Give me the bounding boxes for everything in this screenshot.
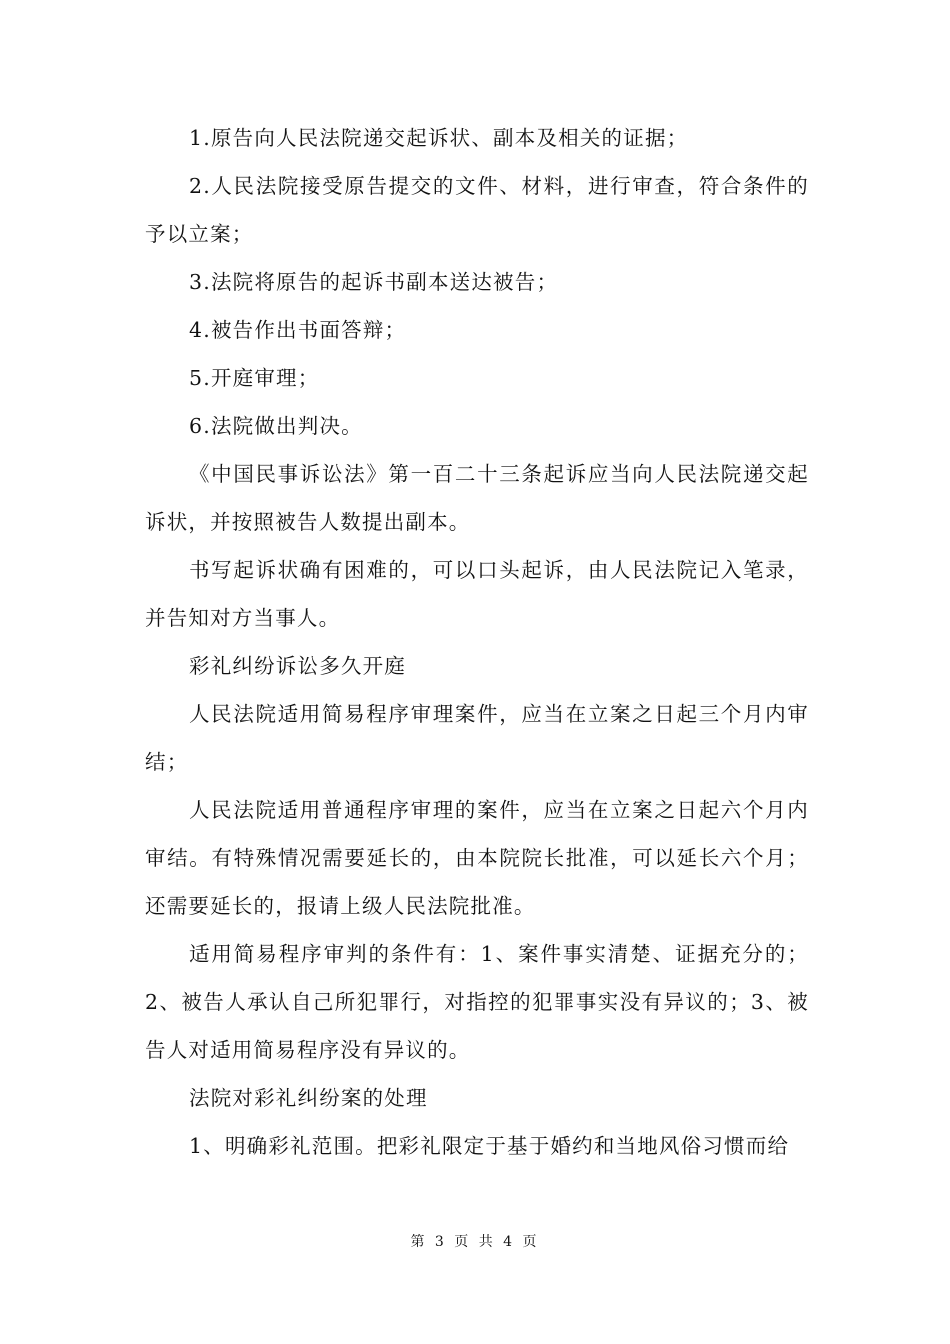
- paragraph-step-3: 3.法院将原告的起诉书副本送达被告；: [189, 270, 559, 294]
- footer-prefix: 第: [410, 1234, 428, 1250]
- paragraph-step-6: 6.法院做出判决。: [189, 414, 363, 438]
- paragraph-step-2: 2.人民法院接受原告提交的文件、材料，进行审查，符合条件的予以立案；: [145, 174, 809, 246]
- paragraph-step-5: 5.开庭审理；: [189, 366, 320, 390]
- paragraph-step-4: 4.被告作出书面答辩；: [189, 318, 407, 342]
- section-heading-court-handling: 法院对彩礼纠纷案的处理: [189, 1086, 428, 1110]
- paragraph-law-article: 《中国民事诉讼法》第一百二十三条起诉应当向人民法院递交起诉状，并按照被告人数提出副本。: [145, 462, 809, 534]
- footer-suffix: 页: [522, 1234, 540, 1250]
- page-footer: [0, 1231, 950, 1251]
- paragraph-ordinary-procedure: 人民法院适用普通程序审理的案件，应当在立案之日起六个月内审结。有特殊情况需要延长的，由本院院长批准，可以延长六个月；还需要延长的，报请上级人民法院批准。: [145, 798, 809, 918]
- paragraph-simple-procedure: 人民法院适用简易程序审理案件，应当在立案之日起三个月内审结；: [145, 702, 809, 774]
- paragraph-bride-price-scope: 1、明确彩礼范围。把彩礼限定于基于婚约和当地风俗习惯而给: [189, 1134, 790, 1158]
- paragraph-simple-conditions: 适用简易程序审判的条件有：1、案件事实清楚、证据充分的；2、被告人承认自己所犯罪行，对指控的犯罪事实没有异议的；3、被告人对适用简易程序没有异议的。: [145, 942, 809, 1062]
- footer-current-page: 3: [434, 1234, 447, 1250]
- footer-middle: 页 共: [454, 1234, 496, 1250]
- paragraph-oral-complaint: 书写起诉状确有困难的，可以口头起诉，由人民法院记入笔录，并告知对方当事人。: [145, 558, 809, 630]
- document-body: [145, 114, 809, 1170]
- paragraph-step-1: 1.原告向人民法院递交起诉状、副本及相关的证据；: [189, 126, 689, 150]
- footer-total-pages: 4: [503, 1234, 516, 1250]
- section-heading-trial-time: 彩礼纠纷诉讼多久开庭: [189, 654, 406, 678]
